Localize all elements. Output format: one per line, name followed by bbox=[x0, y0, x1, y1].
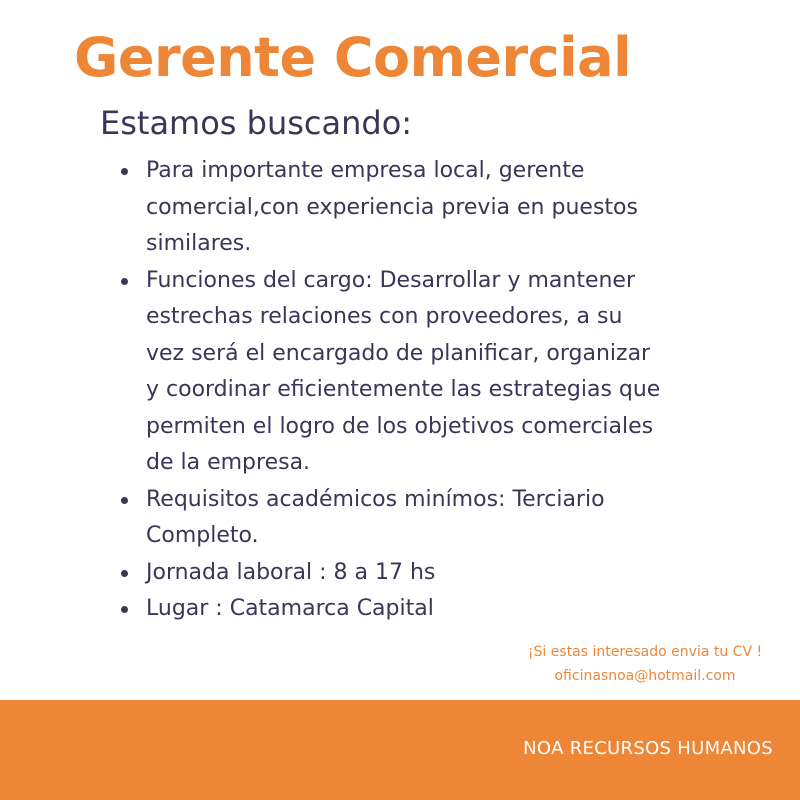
bullet-location: Lugar : Catamarca Capital bbox=[121, 591, 661, 628]
contact-callout bbox=[500, 640, 790, 688]
requirements-list bbox=[121, 153, 661, 628]
contact-email[interactable]: oficinasnoa@hotmail.com bbox=[554, 668, 736, 684]
bullet-company: Para importante empresa local, gerente comercial,con experiencia previa en puestos similares. bbox=[121, 153, 661, 263]
section-heading: Estamos buscando: bbox=[100, 104, 413, 142]
bullet-education: Requisitos académicos minímos: Terciario Completo. bbox=[121, 482, 661, 555]
footer-bar bbox=[0, 700, 800, 800]
bullet-functions: Funciones del cargo: Desarrollar y mantener estrechas relaciones con proveedores, a su vez será el encargado de planificar, organizar y coordinar eficientemente las estrategias que permiten el logro de los objetivos comerciales de la empresa. bbox=[121, 263, 661, 482]
job-title: Gerente Comercial bbox=[74, 26, 632, 89]
bullet-schedule: Jornada laboral : 8 a 17 hs bbox=[121, 555, 661, 592]
brand-name: NOA RECURSOS HUMANOS bbox=[523, 738, 773, 759]
cta-text: ¡Si estas interesado envia tu CV ! bbox=[527, 644, 763, 660]
